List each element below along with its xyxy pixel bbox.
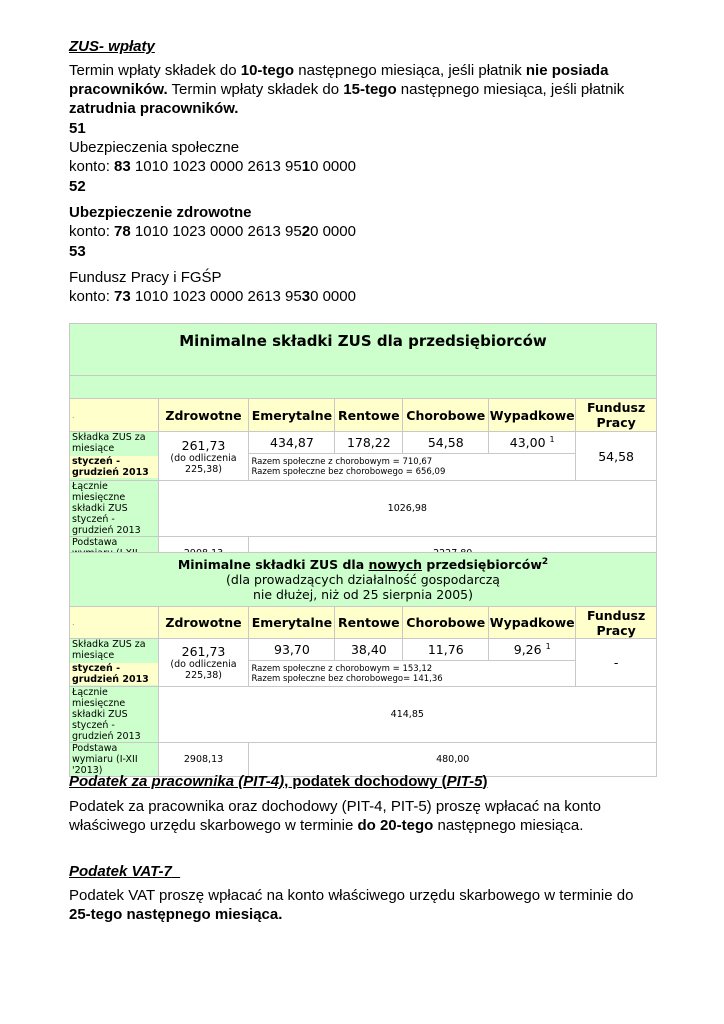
corner-cell: . [70,607,159,639]
header-zdrowotne: Zdrowotne [158,607,249,639]
razem-cell: Razem społeczne z chorobowym = 710,67 Razem społeczne bez chorobowego = 656,09 [249,454,576,481]
header-chorobowe: Chorobowe [403,399,489,432]
emerytalne-value: 93,70 [249,639,335,661]
rentowe-value: 38,40 [335,639,403,661]
corner-cell: . [70,399,159,432]
header-zdrowotne: Zdrowotne [158,399,249,432]
razem-cell: Razem społeczne z chorobowym = 153,12 Razem społeczne bez chorobowego= 141,36 [249,661,576,687]
row-label-skladka: Składka ZUS za miesiące styczeń - grudzień 2013 [70,639,159,687]
podstawa-zdrowotne: 2908,13 [158,537,249,571]
header-emerytalne: Emerytalne [249,607,335,639]
podstawa-zdrowotne: 2908,13 [158,743,249,777]
header-emerytalne: Emerytalne [249,399,335,432]
emerytalne-value: 434,87 [249,432,335,454]
header-wypadkowe: Wypadkowe [489,399,576,432]
lacznie-value: 1026,98 [158,481,656,537]
fundusz-value: 54,58 [576,432,657,481]
header-wypadkowe: Wypadkowe [489,607,576,639]
pit-heading: Podatek za pracownika (PIT-4), podatek dochodowy (PIT-5) [69,773,488,790]
row-label-podstawa: Podstawa wymiaru (I-XII '2013) [70,537,159,571]
row-label-podstawa: Podstawa wymiaru (I-XII '2013) [70,743,159,777]
header-fundusz-pracy: Fundusz Pracy [576,607,657,639]
zus-heading: ZUS- wpłaty [69,38,155,55]
vat-heading: Podatek VAT-7 [69,863,172,880]
podstawa-spoleczne: 480,00 [249,743,657,777]
header-rentowe: Rentowe [335,607,403,639]
pit-text: Podatek za pracownika oraz dochodowy (PIT-4, PIT-5) proszę wpłacać na konto właściwego urzędu skarbowego w terminie do 20-tego następnego miesiąca. [69,798,601,834]
account-52: 52 Ubezpieczenie zdrowotne konto: 78 1010 1023 0000 2613 9520 0000 [69,178,356,240]
header-rentowe: Rentowe [335,399,403,432]
vat-text: Podatek VAT proszę wpłacać na konto właściwego urzędu skarbowego w terminie do 25-tego następnego miesiąca. [69,887,634,923]
row-label-lacznie: Łącznie miesięczne składki ZUS styczeń - grudzień 2013 [70,687,159,743]
wypadkowe-value: 9,26 $^1$ [489,639,576,661]
row-label-skladka: Składka ZUS za miesiące styczeń - grudzień 2013 [70,432,159,481]
table2-title-cell: Minimalne składki ZUS dla nowych przedsiębiorców$^2$ (dla prowadzących działalność gospodarczą nie dłużej, niż od 25 sierpnia 2005) [70,553,657,607]
zus-intro: Termin wpłaty składek do 10-tego następnego miesiąca, jeśli płatnik nie posiada pracowników. Termin wpłaty składek do 15-tego następnego miesiąca, jeśli płatnik zatrudnia pracowników. [69,62,625,117]
header-fundusz-pracy: Fundusz Pracy [576,399,657,432]
account-51: 51 Ubezpieczenia społeczne konto: 83 1010 1023 0000 2613 9510 0000 [69,120,356,175]
chorobowe-value: 11,76 [403,639,489,661]
wypadkowe-value: 43,00 $^1$ [489,432,576,454]
rentowe-value: 178,22 [335,432,403,454]
zus-table-2 [69,552,657,777]
zdrowotne-value: 261,73 (do odliczenia 225,38) [158,639,249,687]
header-chorobowe: Chorobowe [403,607,489,639]
chorobowe-value: 54,58 [403,432,489,454]
fundusz-value: - [576,639,657,687]
lacznie-value: 414,85 [158,687,656,743]
table1-title-cell: Minimalne składki ZUS dla przedsiębiorców [70,324,657,376]
zdrowotne-value: 261,73 (do odliczenia 225,38) [158,432,249,481]
zus-table-1 [69,323,657,571]
account-53: 53 Fundusz Pracy i FGŚP konto: 73 1010 1023 0000 2613 9530 0000 [69,243,356,305]
podstawa-spoleczne: 2227,80 [249,537,657,571]
row-label-lacznie: Łącznie miesięczne składki ZUS styczeń - grudzień 2013 [70,481,159,537]
